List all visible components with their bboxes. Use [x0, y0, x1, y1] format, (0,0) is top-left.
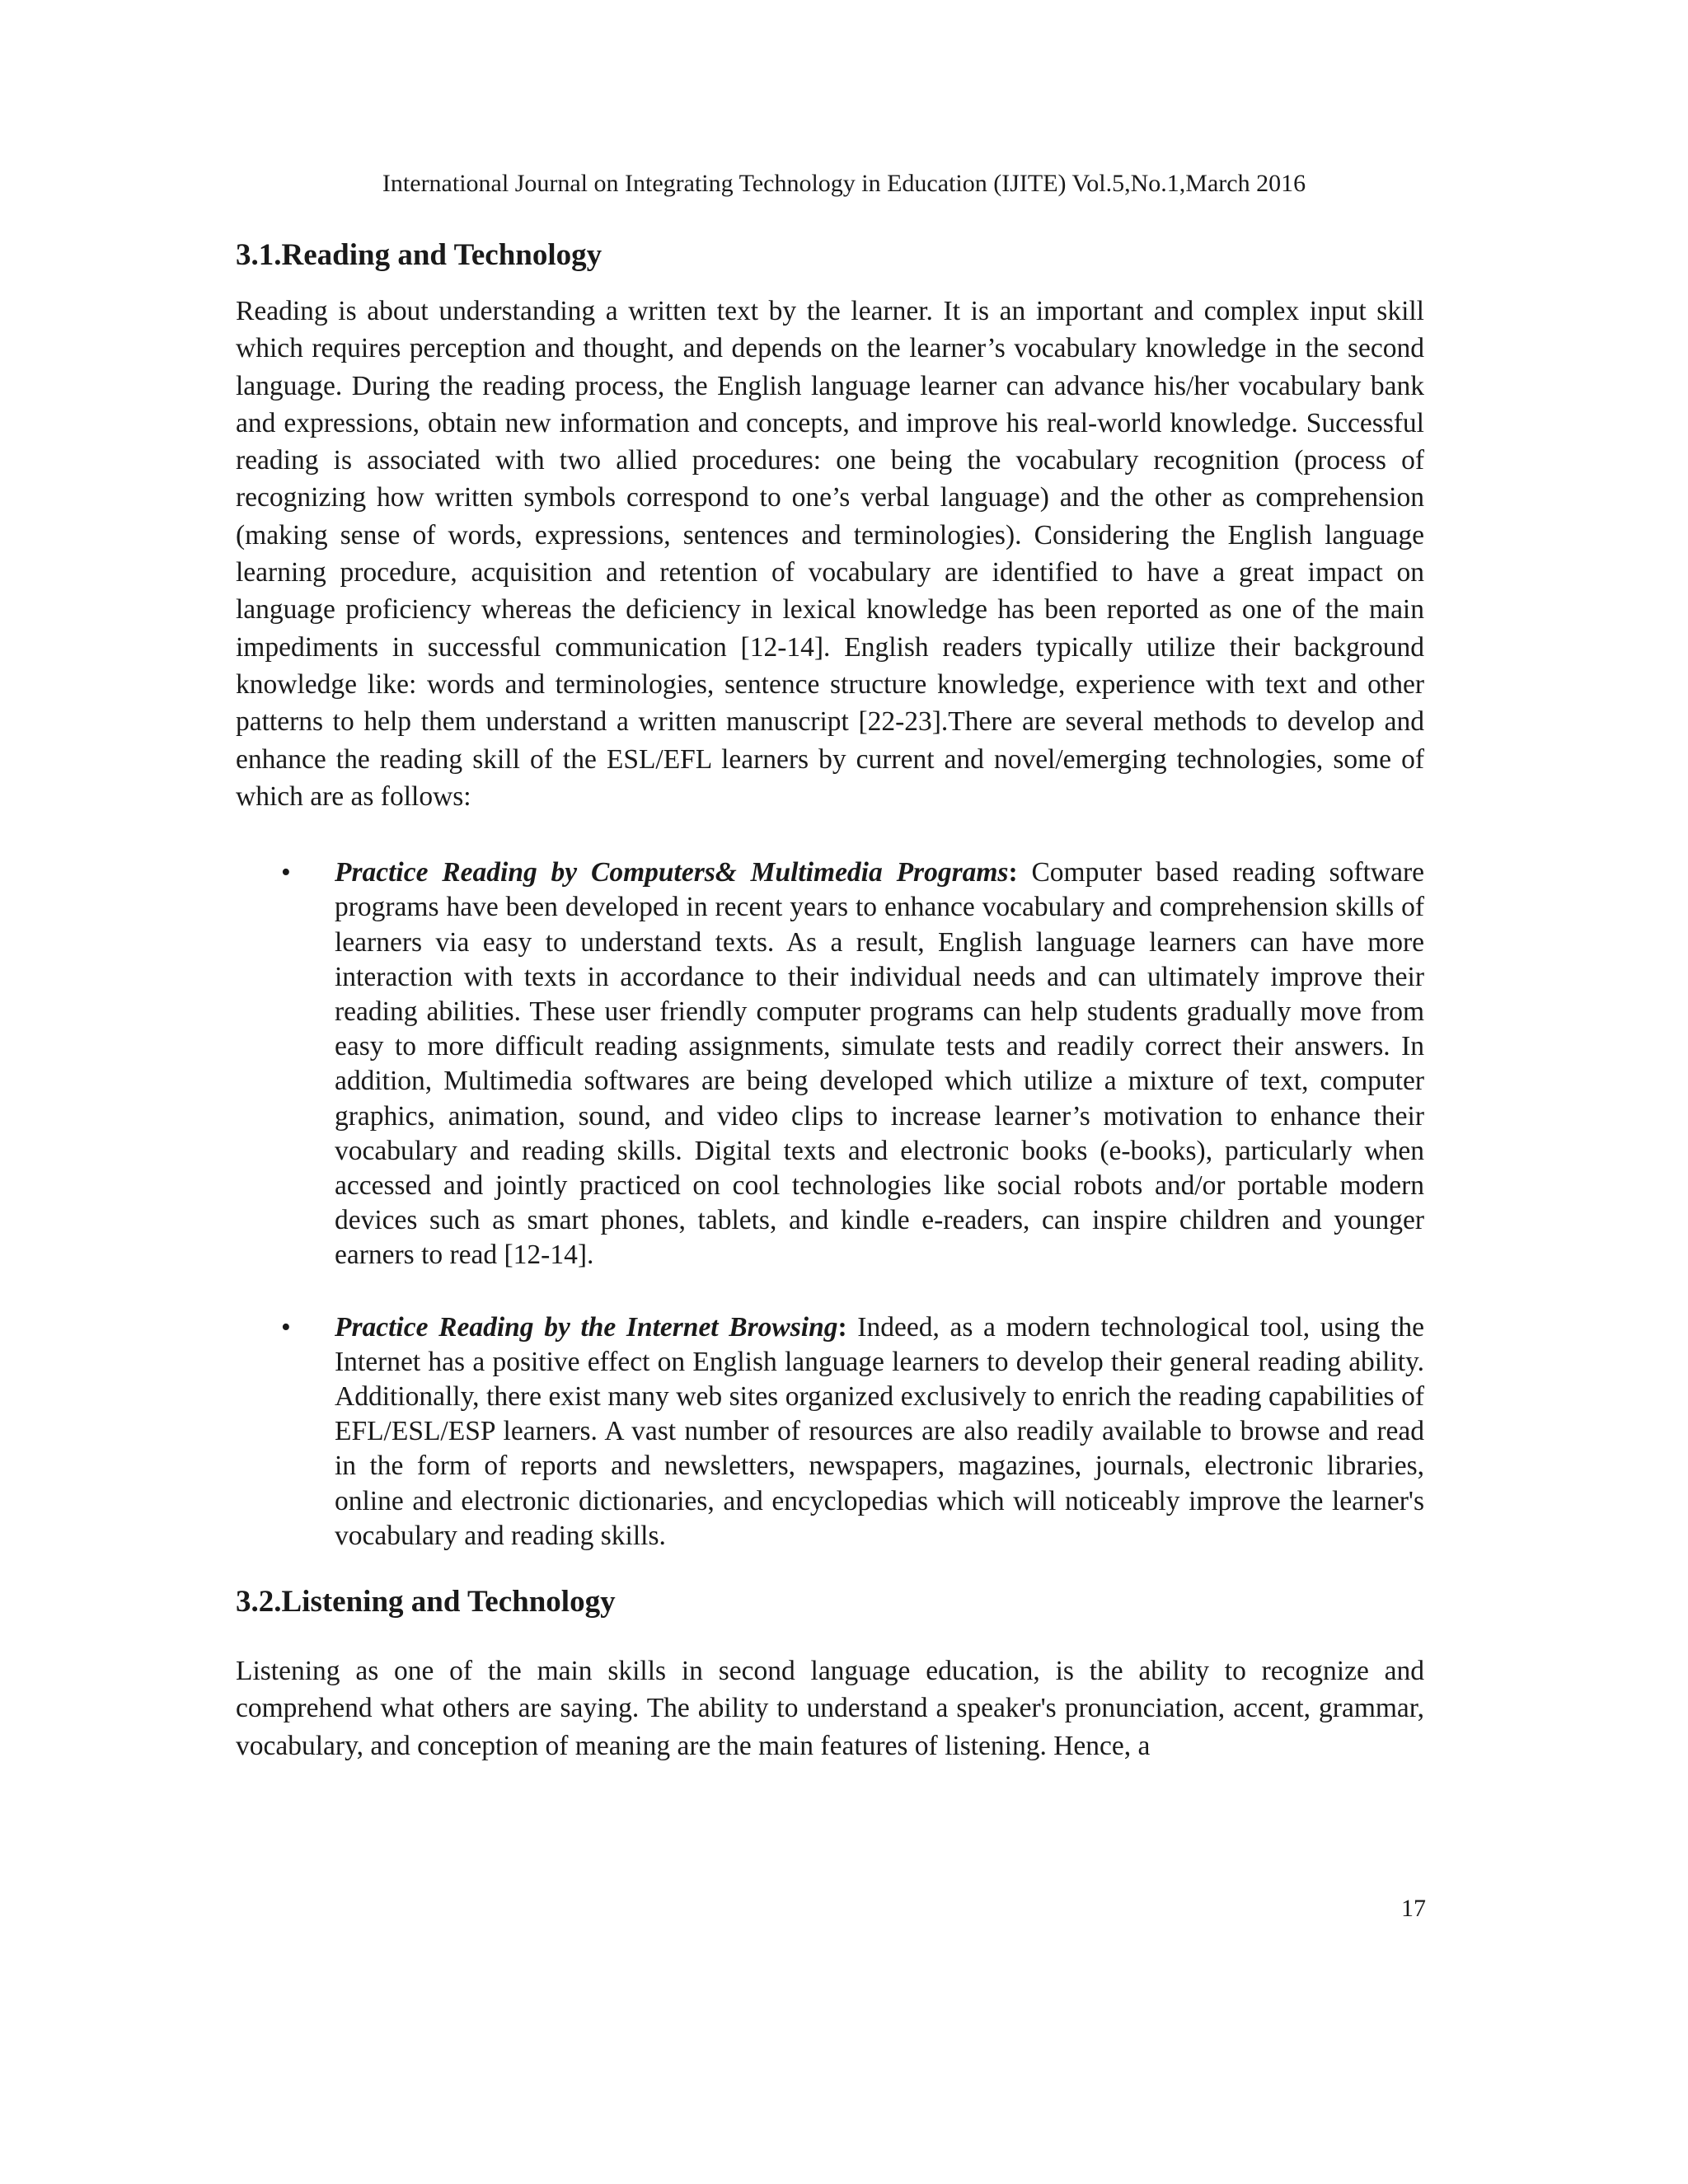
- bullet-lead-term: Practice Reading by the Internet Browsing: [335, 1311, 838, 1343]
- list-item-computers-multimedia: [236, 855, 1424, 1272]
- listening-paragraph: Listening as one of the main skills in second language education, is the ability to recognize and comprehend what others are saying. The ability to understand a speaker's pronunciation, accent, grammar, vocabulary, and conception of meaning are the main features of listening. Hence, a: [236, 1656, 1424, 1761]
- list-item-internet-browsing: [236, 1310, 1424, 1554]
- bullet-marker: •: [281, 857, 291, 888]
- bullet-body-text: Computer based reading software programs have been developed in recent years to enhance vocabulary and comprehension skills of learners via easy to understand texts. As a result, English language learners can have more interaction with texts in accordance to their individual needs and can ultimately improve their reading abilities. These user friendly computer programs can help students gradually move from easy to more difficult reading assignments, simulate tests and readily correct their answers. In addition, Multimedia softwares are being developed which utilize a mixture of text, computer graphics, animation, sound, and video clips to increase learner’s motivation to enhance their vocabulary and reading skills. Digital texts and electronic books (e-books), particularly when accessed and jointly practiced on cool technologies like social robots and/or portable modern devices such as smart phones, tablets, and kindle e-readers, can inspire children and younger earners to read [12-14].: [335, 857, 1425, 1271]
- reading-paragraph: Reading is about understanding a written text by the learner. It is an important and complex input skill which requires perception and thought, and depends on the learner’s vocabulary knowledge in the second language. During the reading process, the English language learner can advance his/her vocabulary bank and expressions, obtain new information and concepts, and improve his real-world knowledge. Successful reading is associated with two allied procedures: one being the vocabulary recognition (process of recognizing how written symbols correspond to one’s verbal language) and the other as comprehension (making sense of words, expressions, sentences and terminologies). Considering the English language learning procedure, acquisition and retention of vocabulary are identified to have a great impact on language proficiency whereas the deficiency in lexical knowledge has been reported as one of the main impediments in successful communication [12-14]. English readers typically utilize their background knowledge like: words and terminologies, sentence structure knowledge, experience with text and other patterns to help them understand a written manuscript [22-23].There are several methods to develop and enhance the reading skill of the ESL/EFL learners by current and novel/emerging technologies, some of which are as follows:: [236, 296, 1424, 812]
- bullet-lead-colon: :: [837, 1311, 847, 1343]
- bullet-lead-colon: :: [1008, 857, 1018, 888]
- section-heading-listening: 3.2.Listening and Technology: [236, 1585, 616, 1619]
- running-header: International Journal on Integrating Technology in Education (IJITE) Vol.5,No.1,March 2016: [382, 170, 1306, 197]
- bullet-lead-term: Practice Reading by Computers& Multimedia Programs: [335, 857, 1009, 888]
- bullet-marker: •: [281, 1311, 291, 1343]
- page-body: [236, 235, 1424, 1765]
- reading-methods-list: [236, 855, 1424, 1554]
- page-number: 17: [1401, 1895, 1426, 1922]
- bullet-body-text: Indeed, as a modern technological tool, using the Internet has a positive effect on English language learners to develop their general reading ability. Additionally, there exist many web sites organized exclusively to enrich the reading capabilities of EFL/ESL/ESP learners. A vast number of resources are also readily available to browse and read in the form of reports and newsletters, newspapers, magazines, journals, electronic libraries, online and electronic dictionaries, and encyclopedias which will noticeably improve the learner's vocabulary and reading skills.: [335, 1311, 1424, 1551]
- section-heading-reading: 3.1.Reading and Technology: [236, 238, 603, 272]
